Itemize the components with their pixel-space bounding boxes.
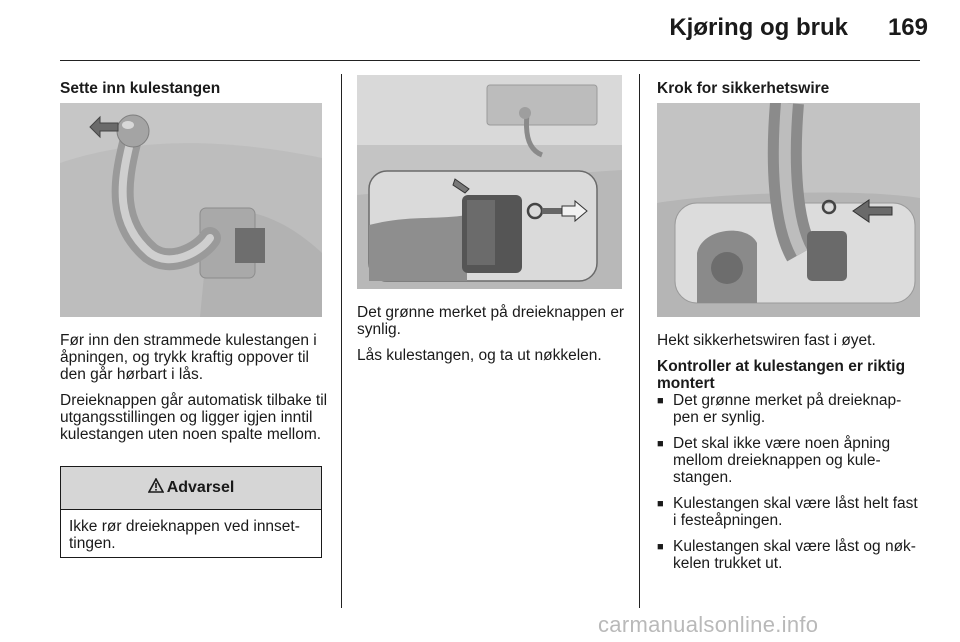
column-3-body: [657, 332, 922, 581]
section-heading-insert-ball: Sette inn kulestangen: [60, 80, 221, 97]
section-heading-safety-wire-hook: Krok for sikkerhetswire: [657, 80, 830, 97]
figure-safety-wire-eye: [657, 103, 920, 317]
mounting-checklist: [657, 392, 922, 572]
warning-header: [61, 467, 321, 510]
column-1-body: [60, 332, 332, 452]
green-mark-text: Det grønne merket på dreieknappen er synlig.: [357, 304, 625, 338]
page-number: 169: [887, 14, 928, 41]
header-divider: [60, 60, 920, 61]
bullet-square-icon: ■: [657, 498, 664, 510]
list-item: ■ Det skal ikke være noen åpning mellom dreieknappen og kule-stangen.: [657, 435, 891, 486]
warning-triangle-icon: [148, 478, 164, 498]
warning-text: Ikke rør dreieknappen ved innset-tingen.: [69, 518, 300, 552]
bullet-square-icon: ■: [657, 438, 664, 450]
bullet-square-icon: ■: [657, 541, 664, 553]
bullet-square-icon: ■: [657, 395, 664, 407]
warning-title: Advarsel: [166, 479, 235, 496]
figure-ball-bar-insertion: [60, 103, 322, 317]
insert-instruction-text: Før inn den strammede kulestangen i åpningen, og trykk kraftig oppover til den går hørbart i lås.: [60, 332, 317, 383]
page-header-title: Kjøring og bruk: [669, 14, 848, 41]
hook-wire-text: Hekt sikkerhetswiren fast i øyet.: [657, 332, 876, 349]
knob-return-text: Dreieknappen går automatisk tilbake til utgangsstillingen og ligger igjen inntil kulestangen uten noen spalte mellom.: [60, 392, 328, 443]
list-item: ■ Kulestangen skal være låst helt fast i festeåpningen.: [657, 495, 918, 529]
lock-remove-key-text: Lås kulestangen, og ta ut nøkkelen.: [357, 347, 602, 364]
check-mounting-heading: Kontroller at kulestangen er riktig montert: [657, 358, 906, 392]
list-item: ■ Det grønne merket på dreieknap-pen er synlig.: [657, 392, 902, 426]
column-divider-1: [341, 74, 342, 608]
figure-knob-lock-key: [357, 75, 622, 289]
list-item: ■ Kulestangen skal være låst og nøk-kelen trukket ut.: [657, 538, 916, 572]
column-divider-2: [639, 74, 640, 608]
watermark: carmanualsonline.info: [598, 612, 819, 637]
warning-box: [60, 466, 322, 558]
column-2-body: [357, 304, 627, 373]
